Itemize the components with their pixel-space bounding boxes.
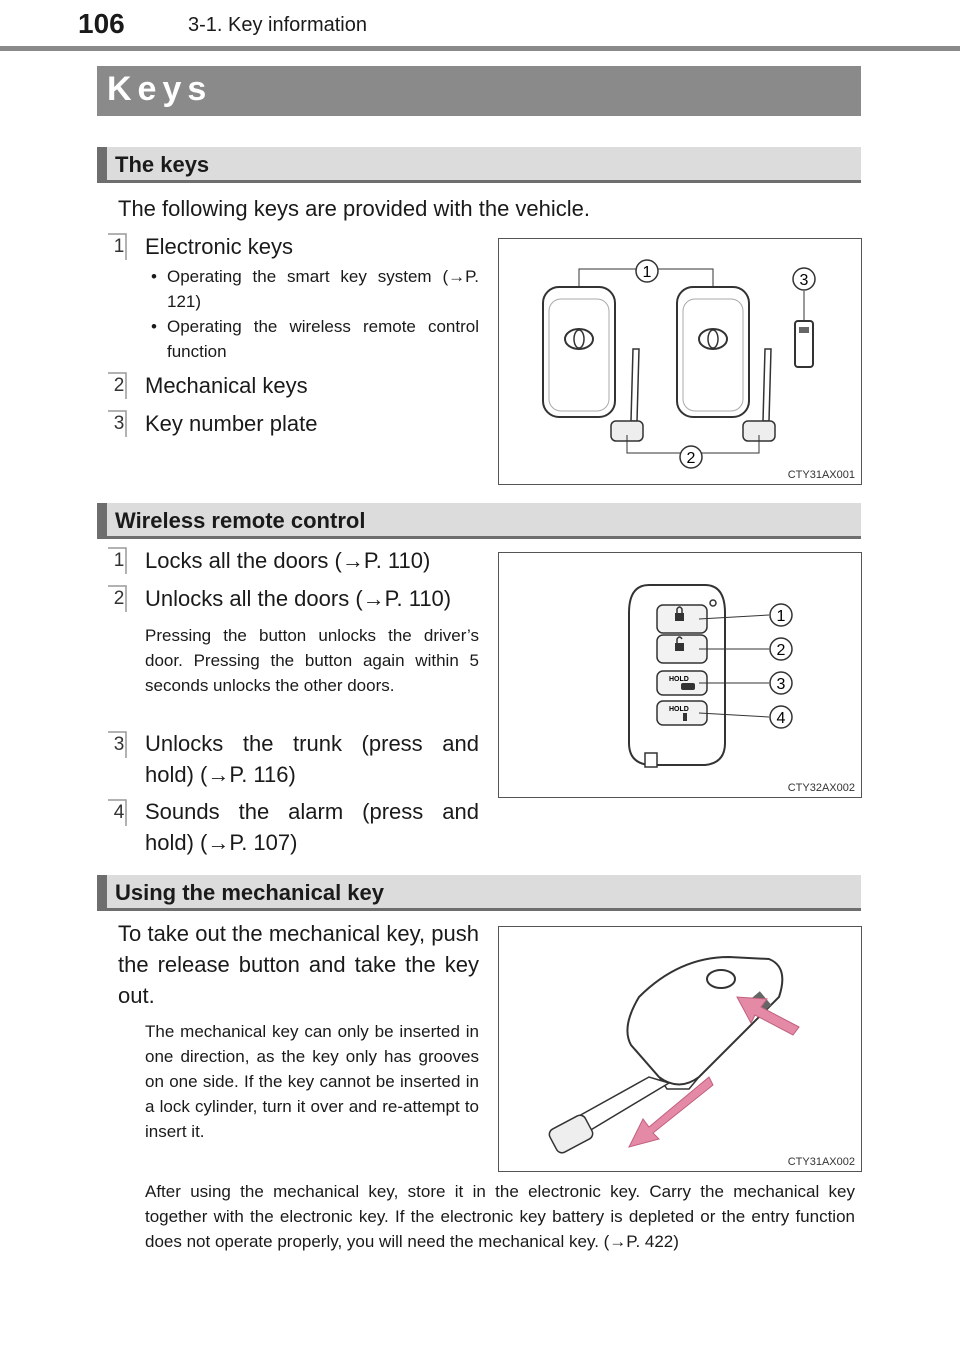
keys-figure [498,238,862,485]
mechanical-key-illustration [499,927,863,1173]
callout-3: 3 [799,272,809,289]
item-number-marker: 2 [106,584,132,614]
the-keys-intro: The following keys are provided with the vehicle. [118,196,591,221]
header-divider [0,46,960,51]
page-title: Keys [97,66,861,116]
hold-label: HOLD [669,676,689,683]
item-label: Mechanical keys [145,373,308,398]
callout-3: 3 [776,676,786,693]
item-label: Locks all the doors (→P. 110) [145,548,431,573]
mechanical-key-instructions: To take out the mechanical key, push the release button and take the key out. [118,921,479,1008]
remote-figure [498,552,862,798]
item-number-marker: 1 [106,232,132,262]
section-heading-wireless-remote: Wireless remote control [97,503,861,539]
item-label: Unlocks the trunk (press and hold) (→P. 116) [145,731,479,787]
callout-1: 1 [642,264,652,281]
mechanical-key-figure [498,926,862,1172]
figure-code: CTY32AX002 [787,782,855,794]
page-number: 106 [78,8,125,39]
mechanical-key-note: The mechanical key can only be inserted in one direction, as the key only has grooves on one side. If the key cannot be inserted in a lock cylinder, turn it over and re-attempt to insert it. [145,1022,479,1141]
keys-illustration [499,239,863,486]
bullet-item: • Operating the wireless remote control function [145,314,479,364]
bullet-item: • Operating the smart key system (→P. 121) [145,264,479,314]
item-number-marker: 3 [106,730,132,760]
section-heading-mechanical-key: Using the mechanical key [97,875,861,911]
callout-1: 1 [776,608,786,625]
remote-illustration [499,553,863,799]
section-heading-the-keys: The keys [97,147,861,183]
unlock-note: Pressing the button unlocks the driver’s door. Pressing the button again within 5 seconds unlocks the other doors. [145,626,479,695]
item-number-marker: 3 [106,409,132,439]
figure-code: CTY31AX002 [787,1156,855,1168]
item-number-marker: 2 [106,371,132,401]
item-number-marker: 1 [106,546,132,576]
electronic-key-bullets [145,264,479,364]
callout-4: 4 [776,710,786,727]
callout-2: 2 [686,450,696,467]
callout-2: 2 [776,642,786,659]
hold-label: HOLD [669,706,689,713]
mechanical-key-storage-note: After using the mechanical key, store it in the electronic key. Carry the mechanical key together with the electronic key. If the electronic key battery is depleted or the entry function does not operate properly, you will need the mechanical key. (→P. 422) [145,1182,855,1251]
item-label: Key number plate [145,411,318,436]
item-label: Unlocks all the doors (→P. 110) [145,586,452,611]
item-label: Electronic keys [145,234,293,259]
item-number-marker: 4 [106,798,132,828]
section-breadcrumb: 3-1. Key information [188,14,367,36]
item-label: Sounds the alarm (press and hold) (→P. 107) [145,799,479,855]
figure-code: CTY31AX001 [787,469,855,481]
